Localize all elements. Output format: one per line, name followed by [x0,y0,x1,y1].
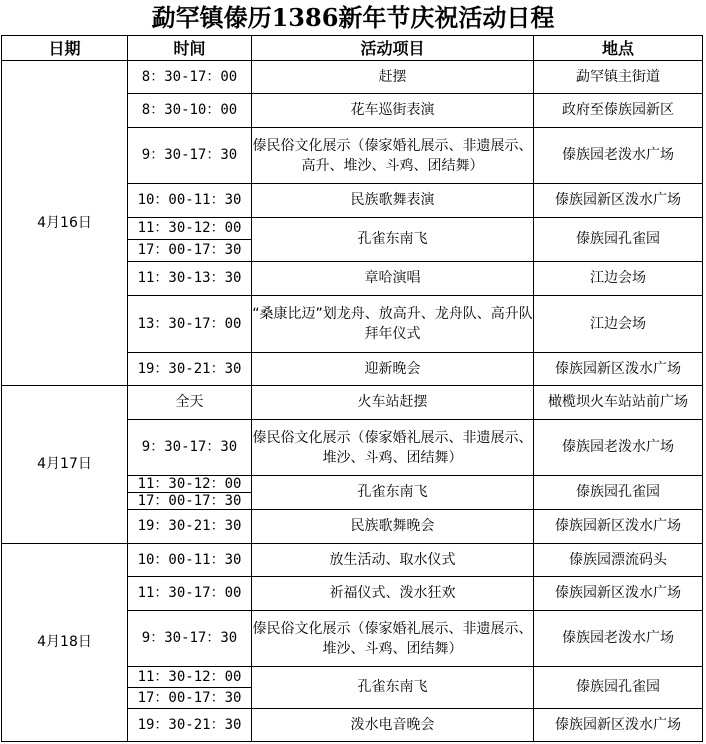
activity-cell: 放生活动、取水仪式 [252,544,534,577]
location-cell: 傣族园新区泼水广场 [534,184,703,218]
time-cell: 10：00-11：30 [128,184,252,218]
activity-cell: 孔雀东南飞 [252,476,534,510]
location-cell: 江边会场 [534,296,703,353]
time-slot: 17：00-17：30 [128,492,251,509]
activity-cell: 民族歌舞表演 [252,184,534,218]
activity-cell: 祈福仪式、泼水狂欢 [252,577,534,611]
header-row [2,36,703,61]
activity-cell: 章哈演唱 [252,262,534,296]
time-cell: 19：30-21：30 [128,709,252,742]
location-cell: 傣族园新区泼水广场 [534,353,703,386]
time-slot: 11：30-12：00 [137,669,242,685]
location-cell: 橄榄坝火车站站前广场 [534,386,703,420]
location-cell: 傣族园新区泼水广场 [534,577,703,611]
time-cell-split [128,667,252,709]
time-cell: 10：00-11：30 [128,544,252,577]
time-cell: 19：30-21：30 [128,353,252,386]
time-slot: 17：00-17：30 [128,687,251,708]
time-cell-split [128,218,252,262]
location-cell: 勐罕镇主街道 [534,61,703,94]
time-slot: 11：30-12：00 [137,476,242,492]
date-cell: 4月18日 [2,544,128,742]
location-cell: 傣族园新区泼水广场 [534,510,703,544]
location-cell: 傣族园新区泼水广场 [534,709,703,742]
time-cell: 11：30-13：30 [128,262,252,296]
date-cell: 4月17日 [2,386,128,544]
schedule-table [1,35,703,742]
time-cell: 9：30-17：30 [128,420,252,476]
activity-cell: 泼水电音晚会 [252,709,534,742]
activity-cell: 孔雀东南飞 [252,667,534,709]
activity-cell: 迎新晚会 [252,353,534,386]
date-cell: 4月16日 [2,61,128,386]
location-cell: 江边会场 [534,262,703,296]
location-cell: 傣族园孔雀园 [534,476,703,510]
page-title: 勐罕镇傣历1386新年节庆祝活动日程 [151,3,555,32]
time-slot: 11：30-12：00 [137,220,242,236]
time-cell: 9：30-17：30 [128,128,252,184]
time-cell: 8：30-17：00 [128,61,252,94]
time-cell: 9：30-17：30 [128,611,252,667]
activity-cell: 赶摆 [252,61,534,94]
time-cell-split [128,476,252,510]
time-cell: 全天 [128,386,252,420]
activity-cell: 火车站赶摆 [252,386,534,420]
time-slot: 17：00-17：30 [128,239,251,261]
activity-cell: “桑康比迈”划龙舟、放高升、龙舟队、高升队拜年仪式 [252,296,534,353]
location-cell: 傣族园孔雀园 [534,667,703,709]
time-cell: 13：30-17：00 [128,296,252,353]
header-date: 日期 [2,36,128,61]
table-row [2,61,703,94]
header-location: 地点 [534,36,703,61]
header-time: 时间 [128,36,252,61]
activity-cell: 花车巡街表演 [252,94,534,128]
location-cell: 傣族园老泼水广场 [534,420,703,476]
activity-cell: 民族歌舞晚会 [252,510,534,544]
time-cell: 19：30-21：30 [128,510,252,544]
location-cell: 傣族园孔雀园 [534,218,703,262]
time-cell: 8：30-10：00 [128,94,252,128]
activity-cell: 傣民俗文化展示（傣家婚礼展示、非遗展示、堆沙、斗鸡、团结舞） [252,611,534,667]
header-activity: 活动项目 [252,36,534,61]
location-cell: 傣族园老泼水广场 [534,611,703,667]
location-cell: 傣族园漂流码头 [534,544,703,577]
location-cell: 傣族园老泼水广场 [534,128,703,184]
location-cell: 政府至傣族园新区 [534,94,703,128]
activity-cell: 傣民俗文化展示（傣家婚礼展示、非遗展示、堆沙、斗鸡、团结舞） [252,420,534,476]
table-row [2,386,703,420]
activity-cell: 孔雀东南飞 [252,218,534,262]
time-cell: 11：30-17：00 [128,577,252,611]
activity-cell: 傣民俗文化展示（傣家婚礼展示、非遗展示、高升、堆沙、斗鸡、团结舞） [252,128,534,184]
table-row [2,544,703,577]
